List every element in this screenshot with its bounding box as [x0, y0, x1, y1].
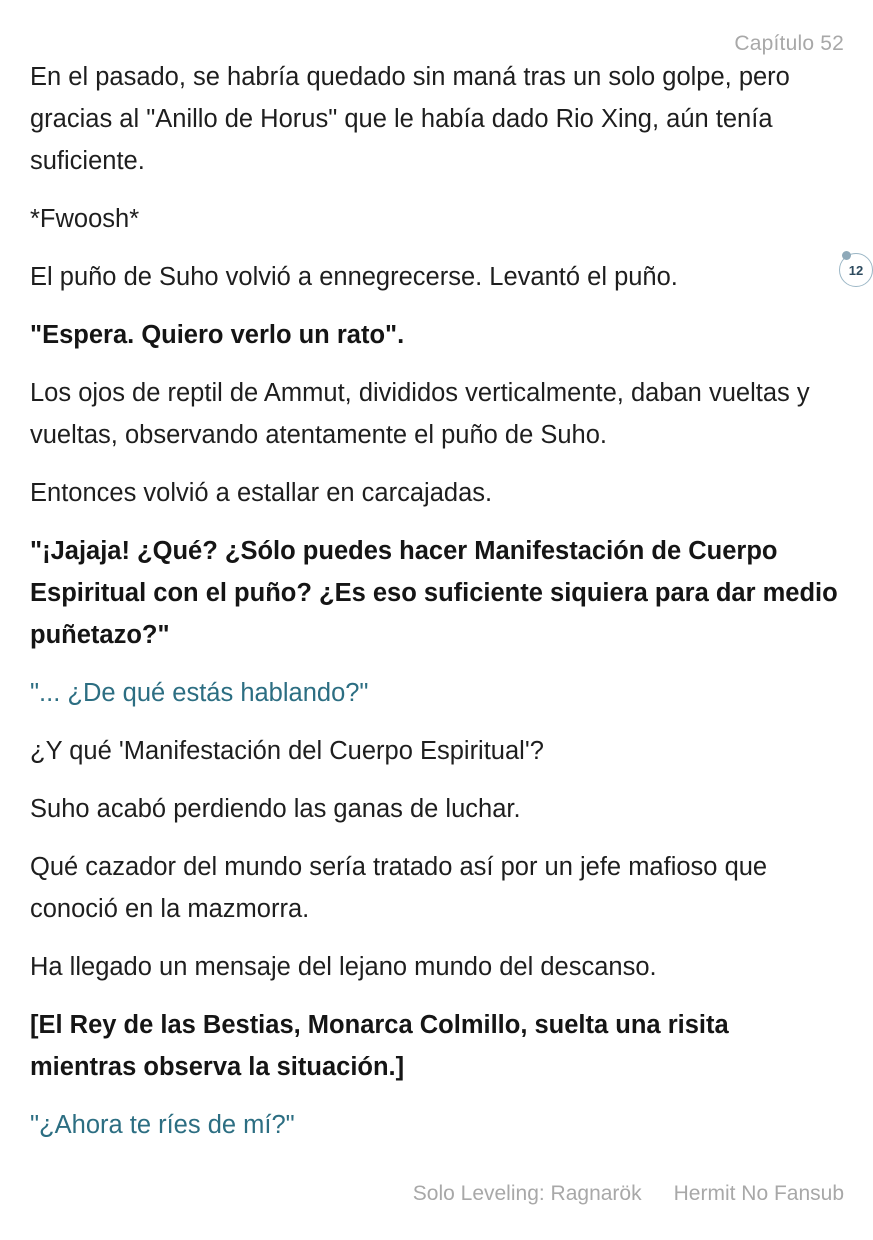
- chapter-text: [30, 56, 840, 1162]
- paragraph: "Espera. Quiero verlo un rato".: [30, 321, 405, 349]
- comment-indicator-icon: [842, 251, 851, 260]
- paragraph: "¡Jajaja! ¿Qué? ¿Sólo puedes hacer Manifestación de Cuerpo Espiritual con el puño? ¿Es eso suficiente siquiera para dar medio puñetazo?": [30, 537, 838, 649]
- paragraph: *Fwoosh*: [30, 205, 140, 233]
- comment-count: 12: [848, 262, 864, 278]
- paragraph: "¿Ahora te ríes de mí?": [30, 1111, 295, 1139]
- paragraph: "... ¿De qué estás hablando?": [30, 679, 369, 707]
- paragraph: Entonces volvió a estallar en carcajadas.: [30, 479, 493, 507]
- paragraph-comment-button[interactable]: [839, 253, 873, 287]
- paragraph: Suho acabó perdiendo las ganas de luchar.: [30, 795, 521, 823]
- paragraph: En el pasado, se habría quedado sin maná tras un solo golpe, pero gracias al "Anillo de Horus" que le había dado Rio Xing, aún tenía suficiente.: [30, 63, 790, 175]
- paragraph: [El Rey de las Bestias, Monarca Colmillo, suelta una risita mientras observa la situación.]: [30, 1011, 729, 1081]
- paragraph: Ha llegado un mensaje del lejano mundo del descanso.: [30, 953, 657, 981]
- translator-credit: Hermit No Fansub: [673, 1182, 844, 1205]
- paragraph: ¿Y qué 'Manifestación del Cuerpo Espiritual'?: [30, 737, 544, 765]
- book-title: Solo Leveling: Ragnarök: [412, 1182, 642, 1205]
- paragraph: Qué cazador del mundo sería tratado así por un jefe mafioso que conoció en la mazmorra.: [30, 853, 768, 923]
- chapter-label: Capítulo 52: [734, 32, 844, 55]
- paragraph: Los ojos de reptil de Ammut, divididos verticalmente, daban vueltas y vueltas, observando atentamente el puño de Suho.: [30, 379, 810, 449]
- footer: [413, 1182, 844, 1206]
- paragraph: El puño de Suho volvió a ennegrecerse. Levantó el puño.: [30, 263, 678, 291]
